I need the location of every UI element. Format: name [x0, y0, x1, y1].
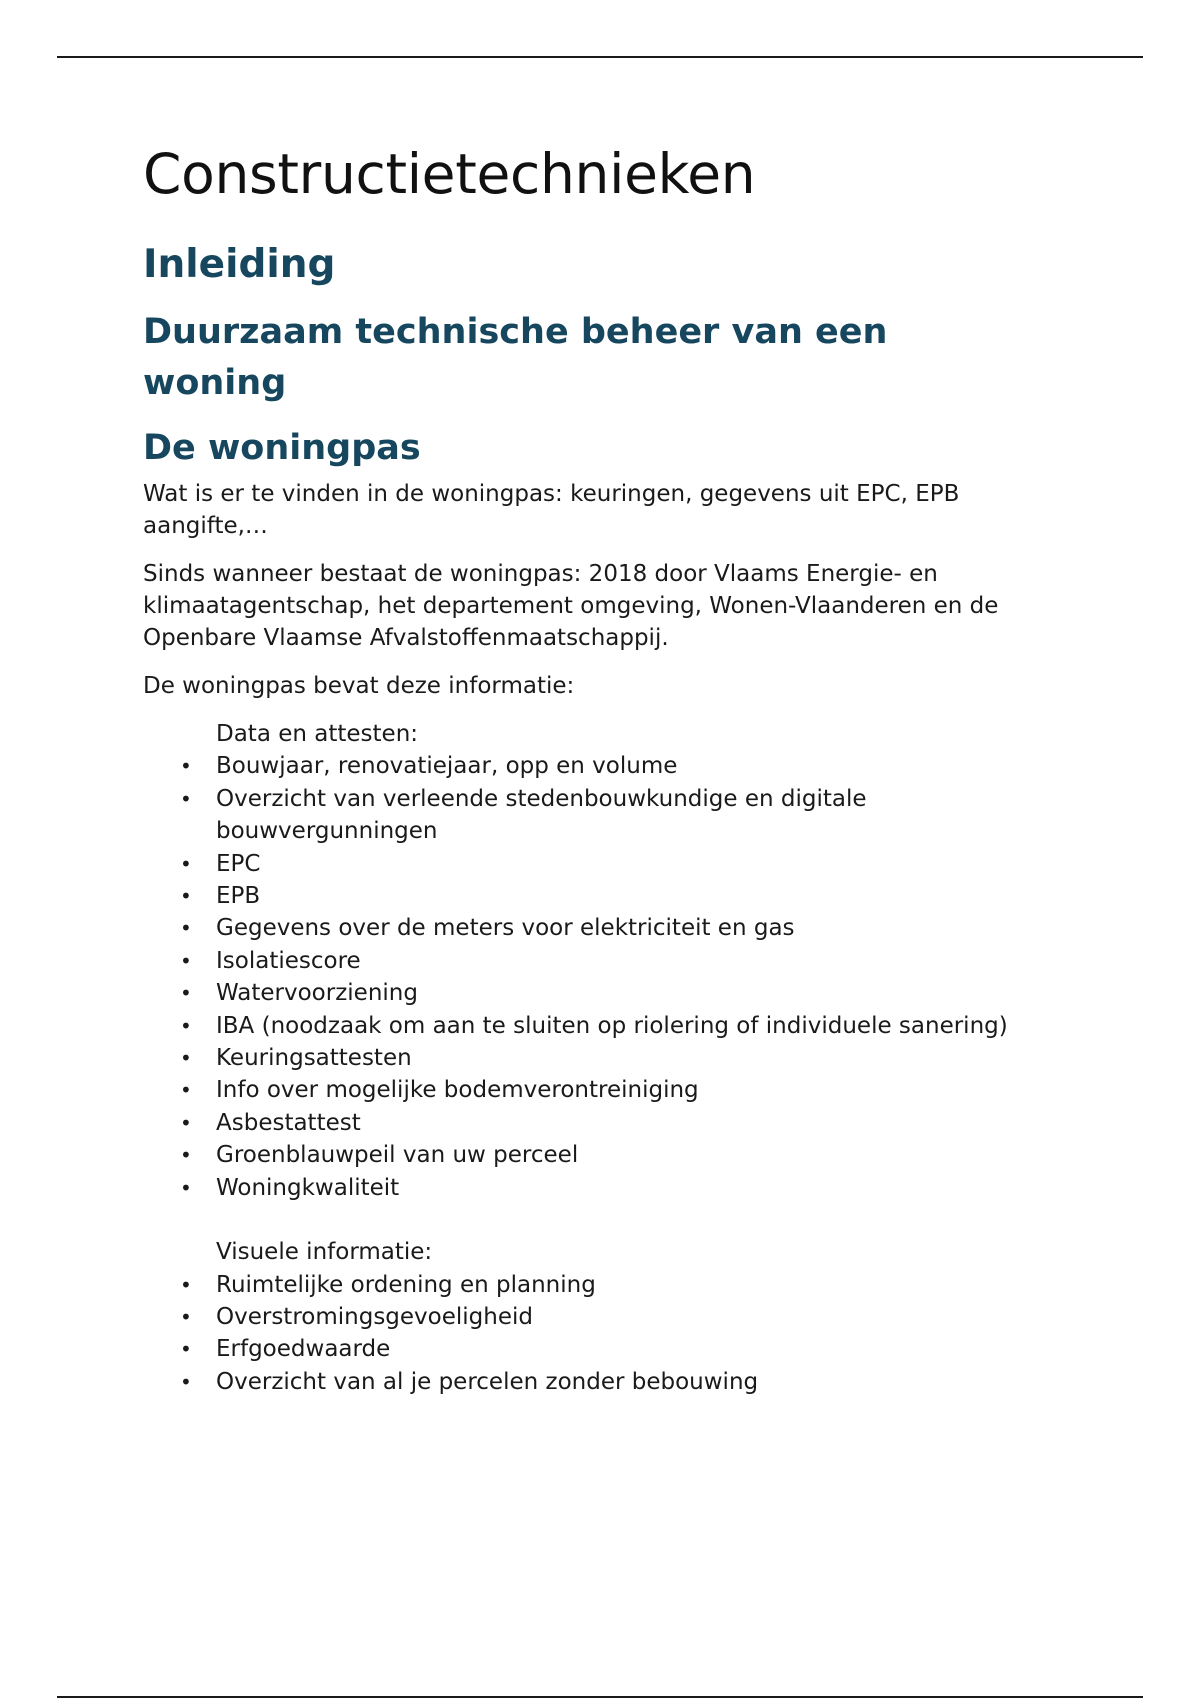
paragraph-woningpas-sinds: Sinds wanneer bestaat de woningpas: 2018 door Vlaams Energie- en klimaatagentschap, het departement omgeving, Wonen-Vlaanderen en de Openbare Vlaamse Afvalstoffenmaatschappij.: [143, 561, 999, 651]
list-item: • Woningkwaliteit: [216, 1172, 1083, 1204]
paragraph-woningpas-bevat: De woningpas bevat deze informatie:: [143, 673, 575, 699]
bullet-icon: •: [180, 981, 192, 1006]
list-item: • Overzicht van verleende stedenbouwkundige en digitale bouwvergunningen: [216, 783, 1083, 848]
list-visuele-informatie: [143, 1236, 1083, 1398]
bullet-list-visueel: [180, 1269, 1083, 1399]
list-item: • Bouwjaar, renovatiejaar, opp en volume: [216, 750, 1083, 782]
bullet-icon: •: [180, 1013, 192, 1038]
bullet-icon: •: [180, 1304, 192, 1329]
list-heading-data: Data en attesten:: [216, 721, 419, 747]
list-item: • Groenblauwpeil van uw perceel: [216, 1139, 1083, 1171]
bullet-icon: •: [180, 884, 192, 909]
bullet-icon: •: [180, 1369, 192, 1394]
bullet-icon: •: [180, 1175, 192, 1200]
heading-inleiding: Inleiding: [143, 242, 336, 287]
page-content: [143, 138, 1083, 1398]
bullet-list-data: [180, 750, 1083, 1204]
bullet-icon: •: [180, 1337, 192, 1362]
paragraph-woningpas-inhoud: Wat is er te vinden in de woningpas: keuringen, gegevens uit EPC, EPB aangifte,…: [143, 481, 960, 539]
list-item: • Info over mogelijke bodemverontreiniging: [216, 1074, 1083, 1106]
bullet-icon: •: [180, 1078, 192, 1103]
heading-duurzaam-beheer: Duurzaam technische beheer van een woning: [143, 312, 888, 403]
list-item: • IBA (noodzaak om aan te sluiten op riolering of individuele sanering): [216, 1010, 1083, 1042]
list-item: • Erfgoedwaarde: [216, 1333, 1083, 1365]
bullet-icon: •: [180, 1110, 192, 1135]
list-item: • Asbestattest: [216, 1107, 1083, 1139]
bullet-icon: •: [180, 754, 192, 779]
bullet-icon: •: [180, 1143, 192, 1168]
footer-rule: [57, 1696, 1143, 1698]
list-item: • Overstromingsgevoeligheid: [216, 1301, 1083, 1333]
list-item: • Keuringsattesten: [216, 1042, 1083, 1074]
list-item: • Isolatiescore: [216, 945, 1083, 977]
list-item: • EPB: [216, 880, 1083, 912]
list-data-en-attesten: [143, 718, 1083, 1204]
heading-woningpas: De woningpas: [143, 428, 421, 468]
bullet-icon: •: [180, 916, 192, 941]
list-item: • Overzicht van al je percelen zonder bebouwing: [216, 1366, 1083, 1398]
bullet-icon: •: [180, 948, 192, 973]
list-item: • EPC: [216, 848, 1083, 880]
bullet-icon: •: [180, 1272, 192, 1297]
bullet-icon: •: [180, 786, 192, 811]
document-title: Constructietechnieken: [143, 142, 756, 206]
header-rule: [57, 56, 1143, 58]
list-item: • Gegevens over de meters voor elektriciteit en gas: [216, 912, 1083, 944]
bullet-icon: •: [180, 851, 192, 876]
list-heading-visueel: Visuele informatie:: [216, 1239, 433, 1266]
bullet-icon: •: [180, 1046, 192, 1071]
list-item: • Watervoorziening: [216, 977, 1083, 1009]
list-item: • Ruimtelijke ordening en planning: [216, 1269, 1083, 1301]
